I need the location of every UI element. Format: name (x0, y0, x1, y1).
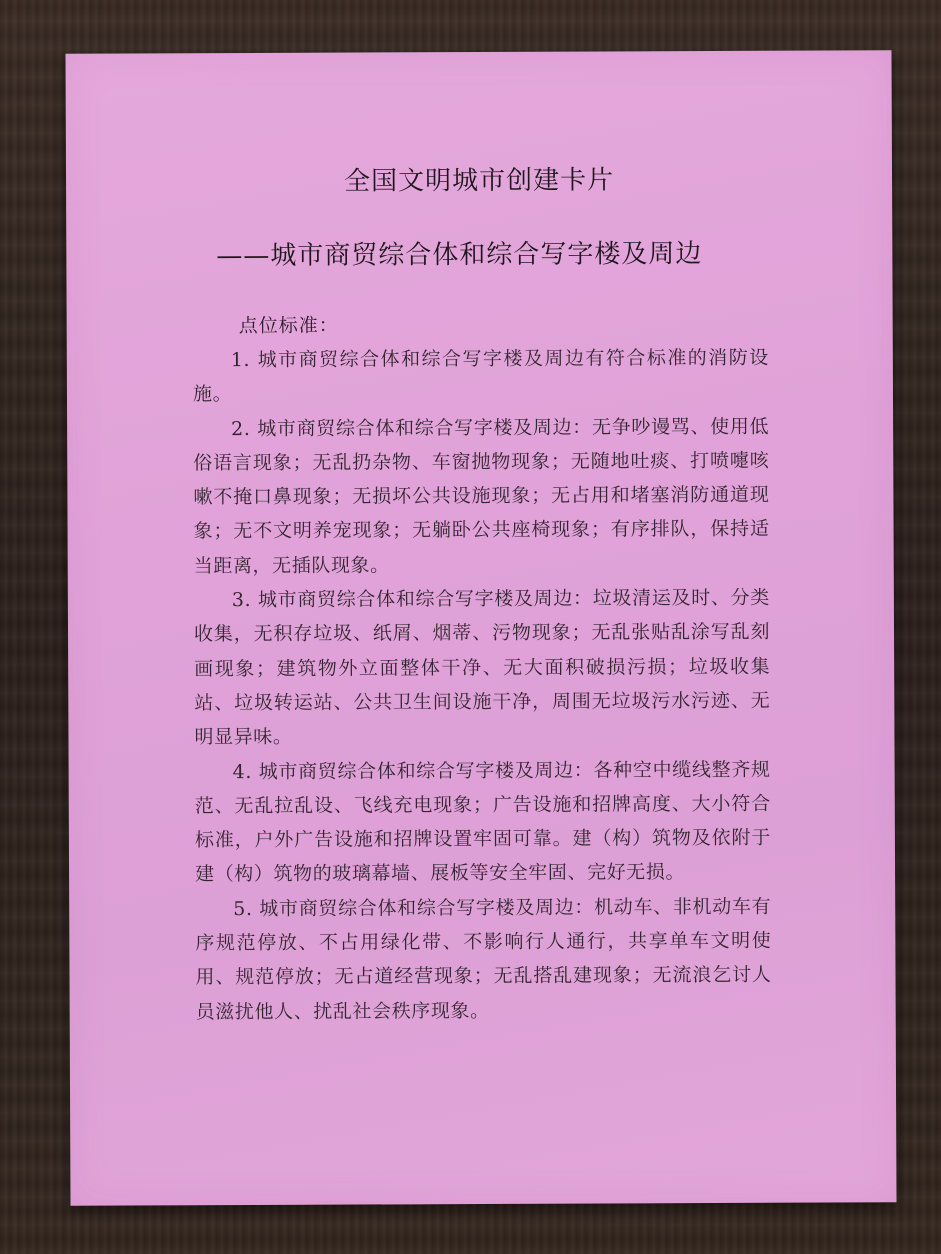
card-title: 全国文明城市创建卡片 (343, 165, 615, 197)
standard-item-4: 4. 城市商贸综合体和综合写字楼及周边：各种空中缆线整齐规范、无乱拉乱设、飞线充电现象；广告设施和招牌高度、大小符合标准，户外广告设施和招牌设置牢固可靠。建（构）筑物及依附于建（构）筑物的玻璃幕墙、展板等安全牢固、完好无损。 (194, 758, 771, 886)
standard-item-5: 5. 城市商贸综合体和综合写字楼及周边：机动车、非机动车有序规范停放、不占用绿化带、不影响行人通行，共享单车文明使用、规范停放；无占道经营现象；无乱搭乱建现象；无流浪乞讨人员滋扰他人、扰乱社会秩序现象。 (195, 895, 772, 1023)
standard-item-3: 3. 城市商贸综合体和综合写字楼及周边：垃圾清运及时、分类收集，无积存垃圾、纸屑、烟蒂、污物现象；无乱张贴乱涂写乱刻画现象；建筑物外立面整体干净、无大面积破损污损；垃圾收集站、垃圾转运站、公共卫生间设施干净，周围无垃圾污水污迹、无明显异味。 (193, 586, 771, 749)
pink-card-paper (65, 50, 896, 1206)
standard-item-1: 1. 城市商贸综合体和综合写字楼及周边有符合标准的消防设施。 (192, 346, 769, 406)
section-label: 点位标准： (238, 314, 339, 338)
card-subtitle: ——城市商贸综合体和综合写字楼及周边 (216, 239, 703, 272)
standards-list (193, 341, 772, 1029)
standard-item-2: 2. 城市商贸综合体和综合写字楼及周边：无争吵谩骂、使用低俗语言现象；无乱扔杂物、车窗抛物现象；无随地吐痰、打喷嚏咳嗽不掩口鼻现象；无损坏公共设施现象；无占用和堵塞消防通道现象；无不文明养宠现象；无躺卧公共座椅现象；有序排队，保持适当距离，无插队现象。 (193, 415, 770, 578)
